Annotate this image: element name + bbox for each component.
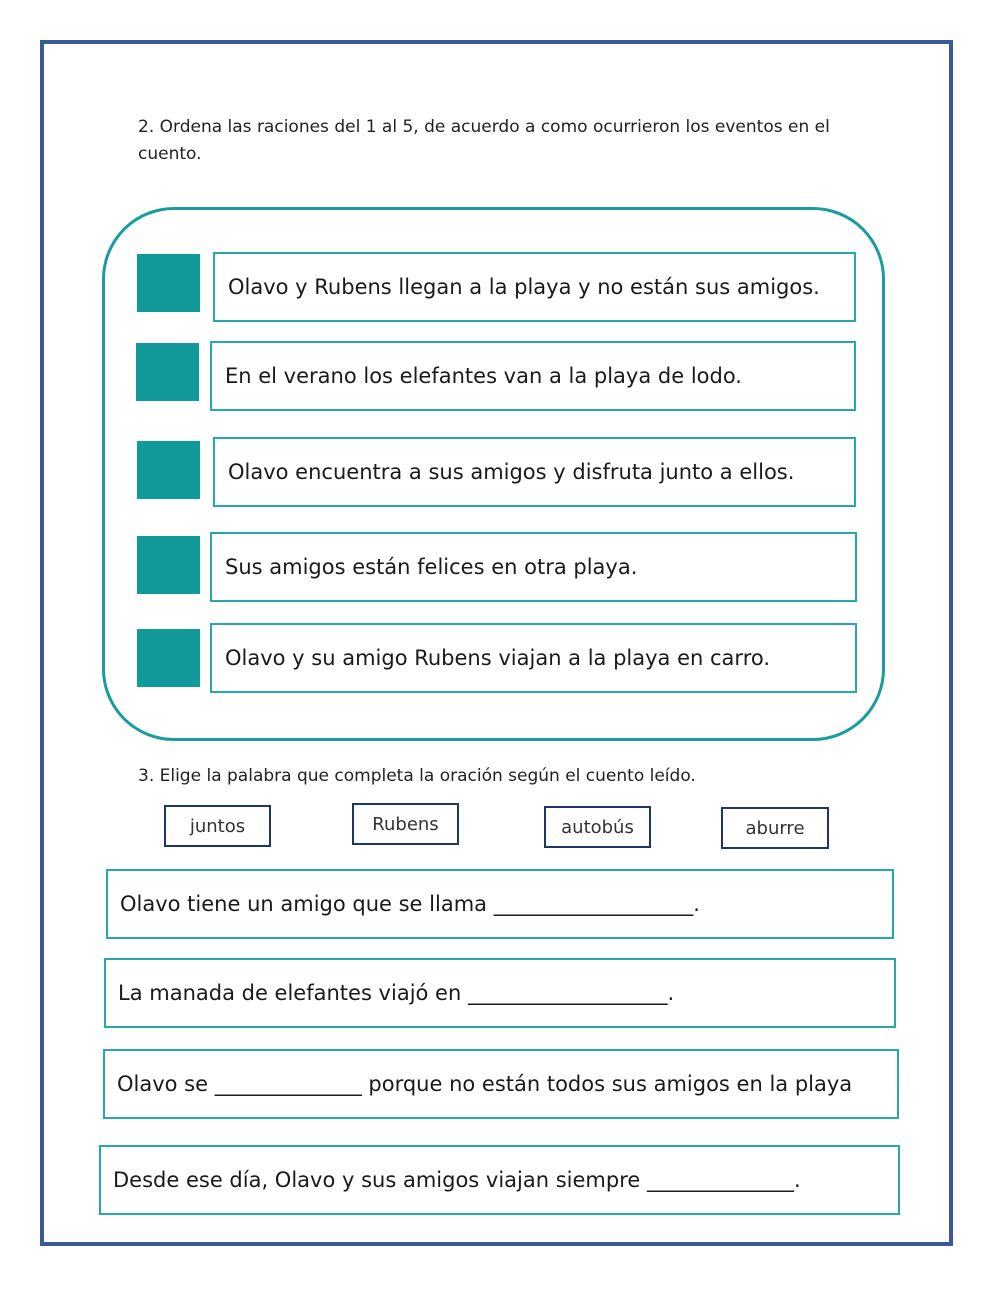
event-card-4[interactable]: Sus amigos están felices en otra playa. [210,532,857,602]
event-card-2[interactable]: En el verano los elefantes van a la playa de lodo. [210,341,856,411]
order-answer-box-5[interactable] [137,629,200,687]
word-option-autobus[interactable]: autobús [544,806,651,848]
event-card-5[interactable]: Olavo y su amigo Rubens viajan a la playa en carro. [210,623,857,693]
sentence-1[interactable]: Olavo tiene un amigo que se llama ___________________. [106,869,894,939]
event-card-1[interactable]: Olavo y Rubens llegan a la playa y no están sus amigos. [213,252,856,322]
word-option-rubens[interactable]: Rubens [352,803,459,845]
word-option-juntos[interactable]: juntos [164,805,271,847]
order-answer-box-3[interactable] [137,441,200,499]
sentence-2[interactable]: La manada de elefantes viajó en ___________________. [104,958,896,1028]
word-option-aburre[interactable]: aburre [721,807,829,849]
instruction-ordering: 2. Ordena las raciones del 1 al 5, de acuerdo a como ocurrieron los eventos en el cuento. [138,117,830,164]
instruction-complete: 3. Elige la palabra que completa la oración según el cuento leído. [138,766,696,786]
event-card-3[interactable]: Olavo encuentra a sus amigos y disfruta junto a ellos. [213,437,856,507]
order-answer-box-2[interactable] [136,343,199,401]
sentence-4[interactable]: Desde ese día, Olavo y sus amigos viajan siempre ______________. [99,1145,900,1215]
order-answer-box-1[interactable] [137,254,200,312]
sentence-3[interactable]: Olavo se ______________ porque no están todos sus amigos en la playa [103,1049,899,1119]
order-answer-box-4[interactable] [137,536,200,594]
